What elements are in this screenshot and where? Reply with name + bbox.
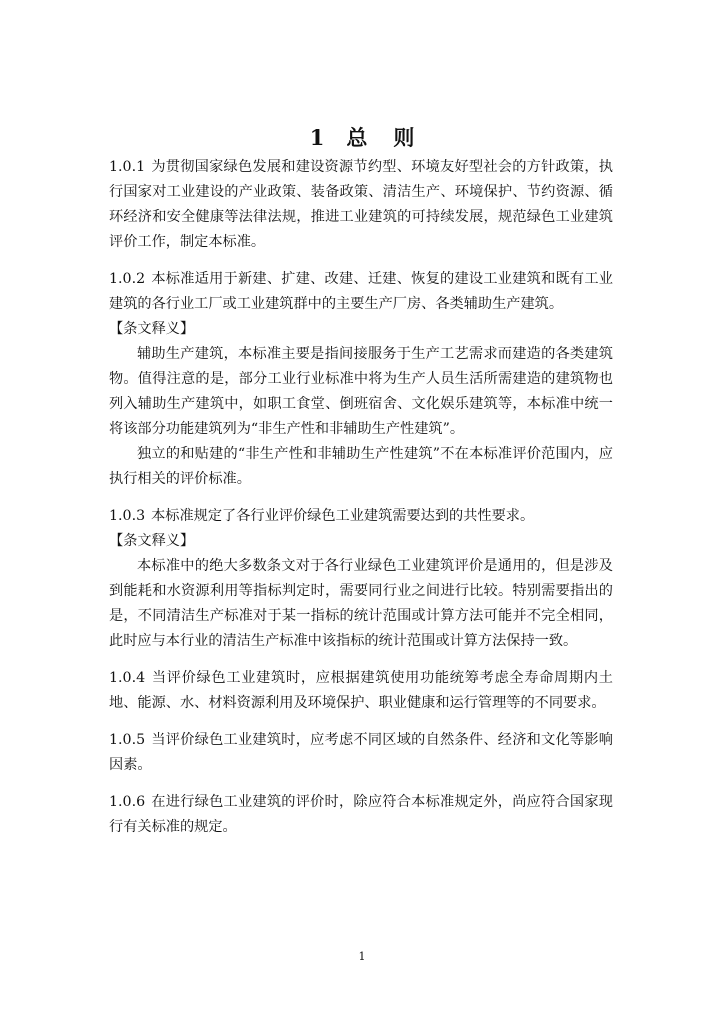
- clause-number: 1.0.5: [109, 732, 146, 748]
- clause-1-0-3: [109, 504, 613, 529]
- clause-text: 本标准规定了各行业评价绿色工业建筑需要达到的共性要求。: [151, 508, 535, 524]
- clause-1-0-2: [109, 267, 613, 317]
- clause-number: 1.0.1: [109, 159, 146, 175]
- clause-text: 在进行绿色工业建筑的评价时，除应符合本标准规定外，尚应符合国家现行有关标准的规定。: [109, 794, 613, 835]
- explanation-paragraph: 独立的和贴建的“非生产性和非辅助生产性建筑”不在本标准评价范围内，应执行相关的评价标准。: [109, 446, 613, 487]
- clause-1-0-6: [109, 790, 613, 840]
- clause-block-1-0-3: [109, 504, 613, 654]
- page-number: 1: [358, 950, 366, 963]
- chapter-body: [109, 155, 613, 840]
- clause-text: 当评价绿色工业建筑时，应考虑不同区域的自然条件、经济和文化等影响因素。: [109, 732, 613, 773]
- explanation-label: 【条文释义】: [109, 321, 195, 337]
- clause-block-1-0-2: [109, 267, 613, 492]
- explanation-paragraph: 本标准中的绝大多数条文对于各行业绿色工业建筑评价是通用的，但是涉及到能耗和水资源利用等指标判定时，需要同行业之间进行比较。特别需要指出的是，不同清洁生产标准对于某一指标的统计范围或计算方法可能并不完全相同，此时应与本行业的清洁生产标准中该指标的统计范围或计算方法保持一致。: [109, 558, 613, 649]
- chapter-title-word-2: 则: [393, 125, 415, 151]
- clause-1-0-4: [109, 666, 613, 716]
- explanation-paragraph: 辅助生产建筑，本标准主要是指间接服务于生产工艺需求而建造的各类建筑物。值得注意的是，部分工业行业标准中将为生产人员生活所需建造的建筑物也列入辅助生产建筑中，如职工食堂、倒班宿舍、文化娱乐建筑等，本标准中统一将该部分功能建筑列为“非生产性和非辅助生产性建筑”。: [109, 346, 613, 437]
- clause-number: 1.0.4: [109, 670, 146, 686]
- clause-1-0-5: [109, 728, 613, 778]
- clause-1-0-1: [109, 155, 613, 255]
- clause-number: 1.0.2: [109, 271, 146, 287]
- clause-number: 1.0.3: [109, 508, 146, 524]
- clause-text: 当评价绿色工业建筑时，应根据建筑使用功能统筹考虑全寿命周期内土地、能源、水、材料资源利用及环境保护、职业健康和运行管理等的不同要求。: [109, 670, 613, 711]
- chapter-title: [0, 122, 724, 152]
- clause-number: 1.0.6: [109, 794, 146, 810]
- chapter-number: 1: [309, 125, 325, 151]
- explanation-label: 【条文释义】: [109, 533, 195, 549]
- clause-text: 为贯彻国家绿色发展和建设资源节约型、环境友好型社会的方针政策，执行国家对工业建设的产业政策、装备政策、清洁生产、环境保护、节约资源、循环经济和安全健康等法律法规，推进工业建筑的可持续发展，规范绿色工业建筑评价工作，制定本标准。: [109, 159, 613, 250]
- chapter-title-word-1: 总: [346, 125, 368, 151]
- clause-text: 本标准适用于新建、扩建、改建、迁建、恢复的建设工业建筑和既有工业建筑的各行业工厂或工业建筑群中的主要生产厂房、各类辅助生产建筑。: [109, 271, 613, 312]
